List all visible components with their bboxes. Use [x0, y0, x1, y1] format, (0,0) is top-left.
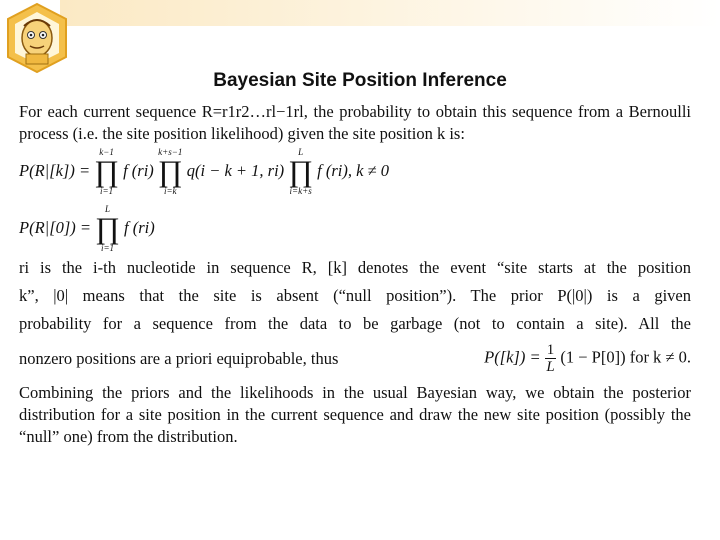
product-operator-3: L ∏ i=k+s [288, 147, 313, 196]
line4-text: nonzero positions are a priori equiprobable, thus [19, 348, 339, 368]
paragraph-definitions-line1: ri is the i-th nucleotide in sequence R, [k] denotes the event “site starts at the position [19, 258, 691, 277]
slide-title: Bayesian Site Position Inference [213, 70, 507, 91]
product3-upper-limit: L [298, 147, 304, 157]
product3-lower-limit: i=k+s [289, 186, 312, 196]
product2-lower-limit: i=k [163, 186, 177, 196]
eq1-lhs: P(R|[k]) = [19, 160, 91, 180]
product1-upper-limit: k−1 [99, 147, 114, 157]
fraction-denominator: L [546, 359, 555, 375]
paragraph-conclusion: Combining the priors and the likelihoods in the usual Bayesian way, we obtain the posterior distribution for a site position in the current sequence and draw the new site position (possibly the “null” one) from the distribution. [19, 383, 691, 446]
prior-lhs: P([k]) = [484, 347, 541, 367]
eq1-term-f1: f (ri) [123, 160, 154, 180]
paragraph-intro: For each current sequence R=r1r2…rl−1rl, the probability to obtain this sequence from a Bernoulli process (i.e. the site position likelihood) given the site position k is: [19, 102, 691, 143]
prior-fraction [545, 342, 557, 375]
product4-upper-limit: L [105, 204, 111, 214]
eq1-term-f3: f (ri), k ≠ 0 [317, 160, 389, 180]
eq1-term-q: q(i − k + 1, ri) [186, 160, 285, 180]
fraction-numerator: 1 [546, 342, 555, 358]
product-operator-1: k−1 ∏ i=1 [94, 147, 119, 196]
null-likelihood-equation [19, 205, 155, 253]
eq2-term-f: f (ri) [124, 217, 155, 237]
paragraph-definitions-line3: probability for a sequence from the data to be garbage (not to contain a site). All the [19, 314, 691, 333]
prior-rhs: (1 − P[0]) for k ≠ 0. [560, 347, 691, 367]
prior-formula [484, 342, 691, 375]
paragraph-definitions-line2: k”, |0| means that the site is absent (“null position”). The prior P(|0|) is a given [19, 286, 691, 305]
product1-lower-limit: i=1 [100, 186, 114, 196]
product2-upper-limit: k+s−1 [158, 147, 183, 157]
mascot-logo-icon [4, 2, 70, 74]
product-operator-4: L ∏ i=1 [95, 204, 120, 253]
paragraph-definitions-line4 [19, 342, 691, 375]
header-gradient-band [60, 0, 720, 26]
product4-lower-limit: i=1 [100, 243, 115, 253]
product-operator-2: k+s−1 ∏ i=k [157, 147, 183, 196]
likelihood-equation [19, 148, 389, 196]
eq2-lhs: P(R|[0]) = [19, 217, 92, 237]
